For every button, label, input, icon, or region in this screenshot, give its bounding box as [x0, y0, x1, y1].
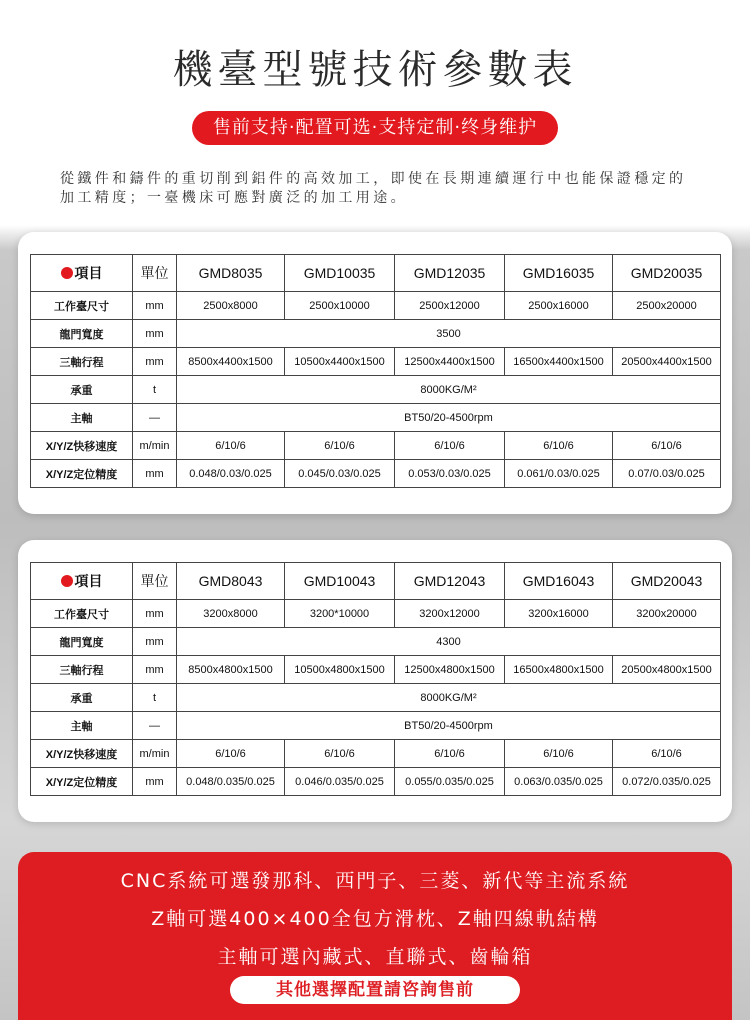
row-value: 6/10/6: [395, 740, 505, 768]
red-dot-icon: [61, 575, 73, 587]
table-row: [31, 740, 721, 768]
row-value: 3200x16000: [505, 600, 613, 628]
header-item-label: 項目: [74, 573, 103, 589]
consult-button[interactable]: 其他選擇配置請咨詢售前: [230, 976, 520, 1004]
row-shared-value: 8000KG/M²: [177, 684, 721, 712]
row-value: 3200x12000: [395, 600, 505, 628]
spec-card-35: [18, 232, 732, 514]
row-value: 0.072/0.035/0.025: [613, 768, 721, 796]
row-value: 20500x4800x1500: [613, 656, 721, 684]
intro-text: 從鐵件和鑄件的重切削到鋁件的高效加工，即使在長期連續運行中也能保證穩定的加工精度；一臺機床可應對廣泛的加工用途。: [60, 171, 687, 206]
row-value: 20500x4400x1500: [613, 348, 721, 376]
row-value: 8500x4800x1500: [177, 656, 285, 684]
row-value: 0.063/0.035/0.025: [505, 768, 613, 796]
row-shared-value: BT50/20-4500rpm: [177, 404, 721, 432]
row-value: 12500x4400x1500: [395, 348, 505, 376]
row-unit: —: [133, 712, 177, 740]
row-value: 0.061/0.03/0.025: [505, 460, 613, 488]
header-item-cell: [31, 563, 133, 600]
table-row: [31, 684, 721, 712]
row-value: 2500x12000: [395, 292, 505, 320]
row-value: 6/10/6: [505, 740, 613, 768]
row-value: 2500x10000: [285, 292, 395, 320]
red-dot-icon: [61, 267, 73, 279]
header-unit: 單位: [133, 563, 177, 600]
row-value: 0.048/0.035/0.025: [177, 768, 285, 796]
row-label: 承重: [31, 684, 133, 712]
row-value: 3200x8000: [177, 600, 285, 628]
row-label: 龍門寬度: [31, 320, 133, 348]
header-model: GMD10043: [285, 563, 395, 600]
row-value: 12500x4800x1500: [395, 656, 505, 684]
header-model: GMD12043: [395, 563, 505, 600]
row-label: 主軸: [31, 404, 133, 432]
row-unit: t: [133, 684, 177, 712]
option-line-spindle: 主軸可選內藏式、直聯式、齒輪箱: [217, 946, 533, 968]
option-line-z-axis: Z軸可選400×400全包方滑枕、Z軸四線軌結構: [151, 908, 599, 930]
row-value: 6/10/6: [395, 432, 505, 460]
header-unit: 單位: [133, 255, 177, 292]
header-item-cell: [31, 255, 133, 292]
table-row: [31, 768, 721, 796]
row-unit: mm: [133, 320, 177, 348]
table-row: [31, 712, 721, 740]
row-label: 主軸: [31, 712, 133, 740]
row-value: 2500x20000: [613, 292, 721, 320]
row-value: 10500x4800x1500: [285, 656, 395, 684]
table-row: [31, 432, 721, 460]
row-label: X/Y/Z快移速度: [31, 740, 133, 768]
row-value: 8500x4400x1500: [177, 348, 285, 376]
row-shared-value: 8000KG/M²: [177, 376, 721, 404]
row-value: 2500x8000: [177, 292, 285, 320]
row-label: 工作臺尺寸: [31, 292, 133, 320]
row-unit: —: [133, 404, 177, 432]
row-label: X/Y/Z定位精度: [31, 460, 133, 488]
row-value: 6/10/6: [177, 432, 285, 460]
row-value: 0.046/0.035/0.025: [285, 768, 395, 796]
table-row: [31, 320, 721, 348]
header-row: [31, 563, 721, 600]
header-row: [31, 255, 721, 292]
page-title: 機臺型號技術參數表: [172, 47, 578, 93]
header-model: GMD16035: [505, 255, 613, 292]
row-value: 16500x4400x1500: [505, 348, 613, 376]
table-row: [31, 460, 721, 488]
table-row: [31, 656, 721, 684]
row-value: 6/10/6: [613, 740, 721, 768]
row-label: X/Y/Z快移速度: [31, 432, 133, 460]
row-value: 6/10/6: [613, 432, 721, 460]
row-unit: t: [133, 376, 177, 404]
header-model: GMD20043: [613, 563, 721, 600]
row-value: 0.045/0.03/0.025: [285, 460, 395, 488]
row-label: 三軸行程: [31, 348, 133, 376]
options-banner: [18, 852, 732, 1020]
header-model: GMD8043: [177, 563, 285, 600]
row-value: 6/10/6: [177, 740, 285, 768]
spec-card-43: [18, 540, 732, 822]
row-label: 工作臺尺寸: [31, 600, 133, 628]
row-value: 3200x20000: [613, 600, 721, 628]
row-value: 3200*10000: [285, 600, 395, 628]
header-model: GMD16043: [505, 563, 613, 600]
row-shared-value: 4300: [177, 628, 721, 656]
row-unit: mm: [133, 628, 177, 656]
header-item-label: 項目: [74, 265, 103, 281]
header-model: GMD20035: [613, 255, 721, 292]
header-model: GMD12035: [395, 255, 505, 292]
row-value: 2500x16000: [505, 292, 613, 320]
row-unit: m/min: [133, 432, 177, 460]
row-unit: mm: [133, 656, 177, 684]
row-unit: mm: [133, 460, 177, 488]
row-label: X/Y/Z定位精度: [31, 768, 133, 796]
row-value: 0.07/0.03/0.025: [613, 460, 721, 488]
row-value: 6/10/6: [285, 740, 395, 768]
row-value: 10500x4400x1500: [285, 348, 395, 376]
row-value: 0.048/0.03/0.025: [177, 460, 285, 488]
row-unit: m/min: [133, 740, 177, 768]
row-unit: mm: [133, 292, 177, 320]
row-value: 0.053/0.03/0.025: [395, 460, 505, 488]
row-label: 龍門寬度: [31, 628, 133, 656]
spec-table-43: [30, 562, 721, 796]
row-value: 0.055/0.035/0.025: [395, 768, 505, 796]
row-unit: mm: [133, 600, 177, 628]
row-unit: mm: [133, 348, 177, 376]
table-row: [31, 376, 721, 404]
spec-table-35: [30, 254, 721, 488]
row-unit: mm: [133, 768, 177, 796]
table-row: [31, 348, 721, 376]
header-model: GMD10035: [285, 255, 395, 292]
table-row: [31, 292, 721, 320]
table-row: [31, 404, 721, 432]
row-value: 6/10/6: [285, 432, 395, 460]
option-line-cnc: CNC系統可選發那科、西門子、三菱、新代等主流系統: [120, 870, 630, 892]
service-badge: 售前支持·配置可选·支持定制·终身维护: [192, 111, 558, 145]
table-row: [31, 628, 721, 656]
header-model: GMD8035: [177, 255, 285, 292]
table-row: [31, 600, 721, 628]
row-shared-value: 3500: [177, 320, 721, 348]
row-shared-value: BT50/20-4500rpm: [177, 712, 721, 740]
row-value: 6/10/6: [505, 432, 613, 460]
row-value: 16500x4800x1500: [505, 656, 613, 684]
row-label: 承重: [31, 376, 133, 404]
row-label: 三軸行程: [31, 656, 133, 684]
